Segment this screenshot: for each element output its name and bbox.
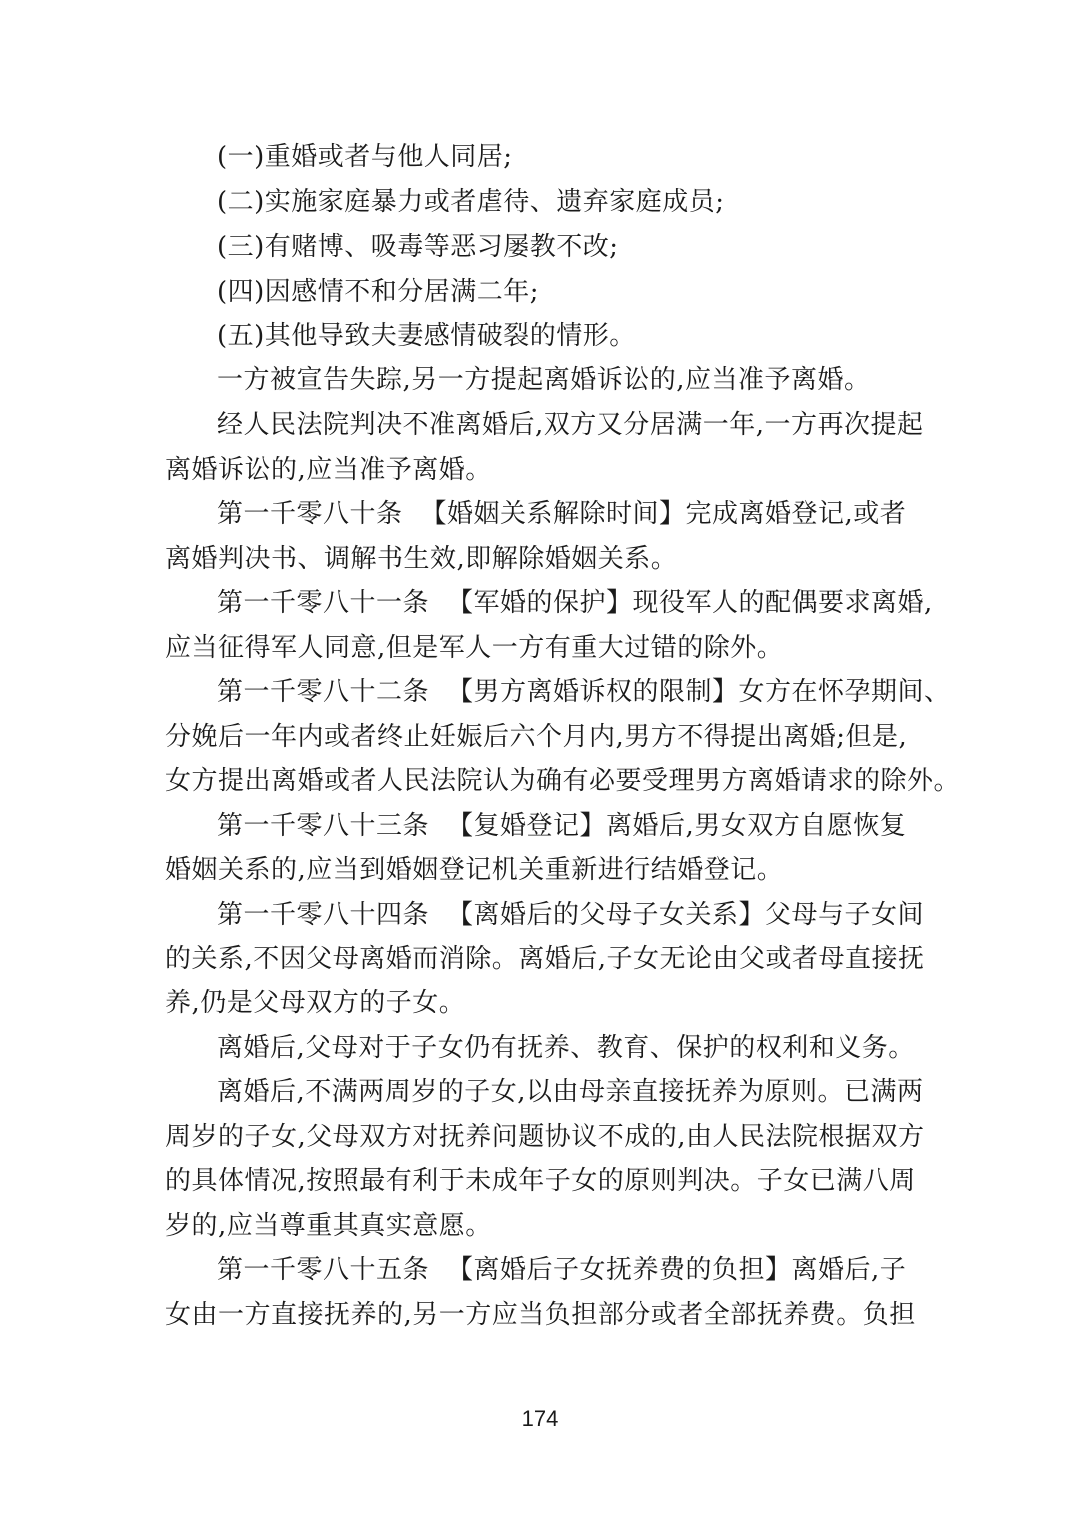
text-line: 【军婚的保护】现役军人的配偶要求离婚, — [447, 588, 933, 618]
article-heading-line — [217, 581, 977, 625]
text-line: 一方被宣告失踪,另一方提起离婚诉讼的,应当准予离婚。 — [217, 365, 871, 395]
paragraph-line — [165, 626, 925, 670]
paragraph-line — [165, 1159, 925, 1203]
article-number: 第一千零八十三条 — [217, 811, 430, 841]
page-number: 174 — [521, 1406, 559, 1431]
article-number: 第一千零八十二条 — [217, 677, 430, 707]
text-line: 分娩后一年内或者终止妊娠后六个月内,男方不得提出离婚;但是, — [165, 722, 908, 752]
article-heading-line — [217, 804, 977, 848]
paragraph-line — [165, 981, 925, 1025]
paragraph-line — [165, 715, 925, 759]
text-line: 【男方离婚诉权的限制】女方在怀孕期间、 — [447, 677, 951, 707]
text-line: 应当征得军人同意,但是军人一方有重大过错的除外。 — [165, 633, 784, 663]
paragraph-line — [217, 358, 977, 402]
text-line: 【复婚登记】离婚后,男女双方自愿恢复 — [447, 811, 907, 841]
text-line: (一)重婚或者与他人同居; — [217, 142, 513, 172]
text-line: 周岁的子女,父母双方对抚养问题协议不成的,由人民法院根据双方 — [165, 1122, 925, 1152]
article-number: 第一千零八十五条 — [217, 1255, 430, 1285]
paragraph-line — [217, 1070, 977, 1114]
paragraph-line — [165, 537, 925, 581]
text-line: 【离婚后的父母子女关系】父母与子女间 — [447, 900, 925, 930]
paragraph-line — [217, 1026, 977, 1070]
article-heading-line — [217, 893, 977, 937]
text-line: 离婚后,父母对于子女仍有抚养、教育、保护的权利和义务。 — [217, 1033, 915, 1063]
article-heading-line — [217, 1248, 977, 1292]
text-line: 离婚诉讼的,应当准予离婚。 — [165, 455, 492, 485]
text-line: 【离婚后子女抚养费的负担】离婚后,子 — [447, 1255, 907, 1285]
list-item — [217, 270, 977, 314]
paragraph-line — [165, 1293, 925, 1337]
paragraph-line — [165, 1204, 925, 1248]
text-line: 女方提出离婚或者人民法院认为确有必要受理男方离婚请求的除外。 — [165, 766, 961, 796]
paragraph-line — [165, 848, 925, 892]
paragraph-line — [165, 759, 961, 803]
text-line: (五)其他导致夫妻感情破裂的情形。 — [217, 321, 636, 351]
list-item — [217, 180, 977, 224]
paragraph-line — [165, 1115, 925, 1159]
article-heading-line — [217, 492, 977, 536]
text-line: 女由一方直接抚养的,另一方应当负担部分或者全部抚养费。负担 — [165, 1300, 916, 1330]
article-number: 第一千零八十条 — [217, 499, 403, 529]
text-line: 的具体情况,按照最有利于未成年子女的原则判决。子女已满八周 — [165, 1166, 916, 1196]
text-line: (二)实施家庭暴力或者虐待、遗弃家庭成员; — [217, 187, 725, 217]
text-line: 养,仍是父母双方的子女。 — [165, 988, 466, 1018]
text-line: (三)有赌博、吸毒等恶习屡教不改; — [217, 232, 619, 262]
text-line: 离婚后,不满两周岁的子女,以由母亲直接抚养为原则。已满两 — [217, 1077, 924, 1107]
article-number: 第一千零八十四条 — [217, 900, 430, 930]
article-number: 第一千零八十一条 — [217, 588, 430, 618]
article-heading-line — [217, 670, 977, 714]
text-line: 的关系,不因父母离婚而消除。离婚后,子女无论由父或者母直接抚 — [165, 944, 925, 974]
list-item — [217, 225, 977, 269]
list-item — [217, 314, 977, 358]
text-line: 婚姻关系的,应当到婚姻登记机关重新进行结婚登记。 — [165, 855, 784, 885]
paragraph-line — [217, 403, 977, 447]
paragraph-line — [165, 937, 925, 981]
text-line: 【婚姻关系解除时间】完成离婚登记,或者 — [420, 499, 907, 529]
text-line: 离婚判决书、调解书生效,即解除婚姻关系。 — [165, 544, 678, 574]
paragraph-line — [165, 448, 925, 492]
text-line: 岁的,应当尊重其真实意愿。 — [165, 1211, 492, 1241]
text-line: 经人民法院判决不准离婚后,双方又分居满一年,一方再次提起 — [217, 410, 924, 440]
list-item — [217, 135, 977, 179]
text-line: (四)因感情不和分居满二年; — [217, 277, 540, 307]
